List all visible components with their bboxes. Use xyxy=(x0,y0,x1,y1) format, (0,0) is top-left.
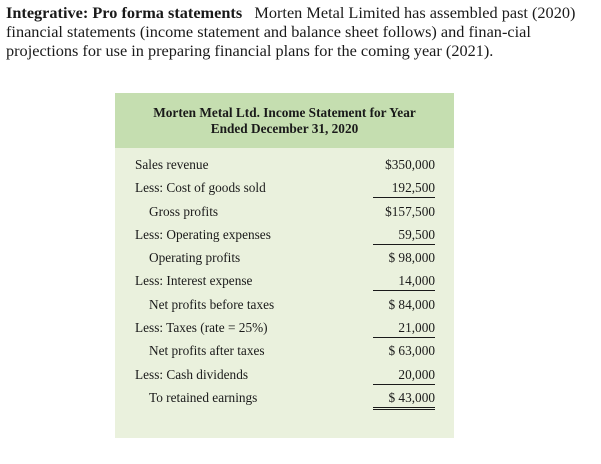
row-label: Net profits after taxes xyxy=(149,343,265,359)
row-value: 14,000 xyxy=(373,273,435,291)
row-operating-profits xyxy=(115,248,454,271)
row-value: $ 84,000 xyxy=(388,296,435,312)
row-cost-of-goods-sold xyxy=(115,178,454,201)
row-label: Gross profits xyxy=(149,203,219,219)
row-label: Operating profits xyxy=(149,250,241,266)
income-statement-header xyxy=(115,93,454,148)
row-cash-dividends xyxy=(115,365,454,388)
income-statement-table xyxy=(115,93,454,438)
row-label: Less: Cost of goods sold xyxy=(135,180,266,196)
row-label: To retained earnings xyxy=(149,389,258,405)
row-label: Less: Taxes (rate = 25%) xyxy=(135,320,268,336)
problem-text: Morten Metal Limited has assembled past (2020) financial statements (income statement and balance sheet follows) and finan-cial projections for use in preparing financial plans for the coming year (2021). xyxy=(6,3,576,60)
row-value: 21,000 xyxy=(373,320,435,338)
row-value: 59,500 xyxy=(373,227,435,245)
row-taxes xyxy=(115,318,454,341)
income-statement-rows xyxy=(115,155,454,411)
row-operating-expenses xyxy=(115,225,454,248)
income-statement-title: Morten Metal Ltd. Income Statement for Year Ended December 31, 2020 xyxy=(153,104,416,136)
row-label: Less: Cash dividends xyxy=(135,366,249,382)
problem-heading: Integrative: Pro forma statements xyxy=(6,3,243,22)
row-value: $157,500 xyxy=(385,203,435,219)
row-net-profits-before-taxes xyxy=(115,295,454,318)
row-value: $ 63,000 xyxy=(388,343,435,359)
row-net-profits-after-taxes xyxy=(115,341,454,364)
row-label: Sales revenue xyxy=(135,157,209,172)
row-value: 192,500 xyxy=(373,180,435,198)
row-value: $ 98,000 xyxy=(388,250,435,266)
row-label: Less: Operating expenses xyxy=(135,226,271,242)
row-sales-revenue xyxy=(115,155,454,178)
row-gross-profits xyxy=(115,202,454,225)
row-interest-expense xyxy=(115,271,454,294)
row-label: Less: Interest expense xyxy=(135,273,253,289)
row-value: $350,000 xyxy=(385,157,435,172)
row-label: Net profits before taxes xyxy=(149,296,275,312)
row-retained-earnings xyxy=(115,388,454,411)
intro-paragraph xyxy=(6,3,596,60)
row-value: $ 43,000 xyxy=(373,390,435,410)
row-value: 20,000 xyxy=(373,367,435,385)
